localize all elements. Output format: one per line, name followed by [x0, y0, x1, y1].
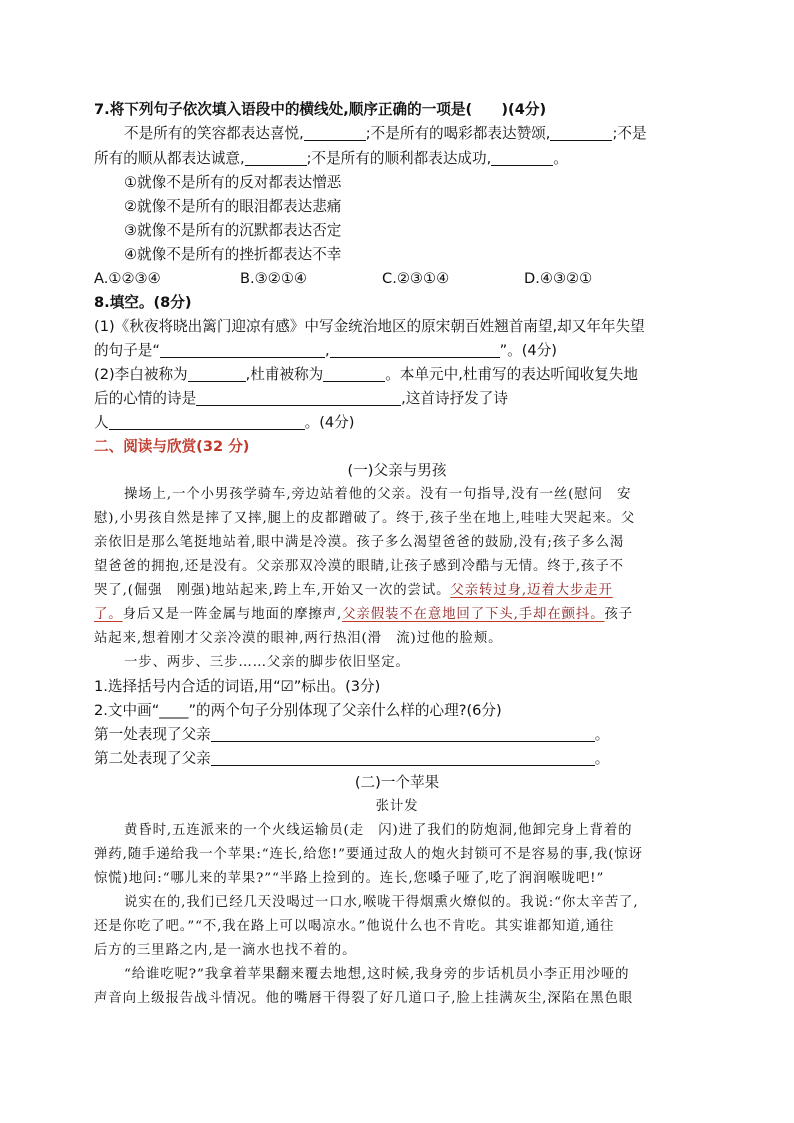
- passage-title: (二)一个苹果: [354, 774, 440, 791]
- blank[interactable]: [245, 150, 307, 166]
- blank[interactable]: [160, 342, 325, 358]
- p1-answer-2: 第二处表现了父亲 。: [94, 750, 610, 767]
- passage-line: 操场上,一个小男孩学骑车,旁边站着他的父亲。没有一句指导,没有一丝(慰问 安: [124, 487, 632, 502]
- blank[interactable]: [188, 366, 246, 382]
- passage-line: 望爸爸的拥抱,还是没有。父亲那双冷漠的眼睛,让孩子感到冷酷与无情。终于,孩子不: [94, 559, 624, 574]
- q8-sub1-line-2: 的句子是“ , ”。(4分): [94, 342, 557, 359]
- passage-line: 后方的三里路之内,是一滴水也找不着的。: [94, 943, 357, 958]
- q7-option-3: ③就像不是所有的沉默都表达否定: [124, 222, 342, 239]
- passage-line: 弹药,随手递给我一个苹果:“连长,给您!”要通过敌人的炮火封锁可不是容易的事,我(惊讶: [94, 847, 643, 862]
- p1-question-1: 1.选择括号内合适的词语,用“☑”标出。(3分): [94, 678, 381, 695]
- blank[interactable]: [550, 125, 612, 141]
- underlined-sentence-1: 父亲转过身,迈着大步走开: [450, 583, 613, 598]
- passage-title: (一)父亲与男孩: [347, 462, 447, 479]
- q8-sub2-line-2: 后的心情的诗是 ,这首诗抒发了诗: [94, 390, 508, 407]
- blank[interactable]: [323, 366, 385, 382]
- passage-line: “给谁吃呢?”我拿着苹果翻来覆去地想,这时候,我身旁的步话机员小李正用沙哑的: [124, 967, 630, 982]
- blank[interactable]: [211, 750, 595, 766]
- q7-option-4: ④就像不是所有的挫折都表达不幸: [124, 246, 342, 263]
- q7-choice-c[interactable]: C.②③①④: [382, 270, 450, 287]
- passage-line: 说实在的,我们已经几天没喝过一口水,喉咙干得烟熏火燎似的。我说:“你太辛苦了,: [124, 895, 639, 910]
- blank[interactable]: [109, 414, 305, 430]
- blank[interactable]: [211, 726, 595, 742]
- passage-line: 了。身后又是一阵金属与地面的摩擦声,父亲假装不在意地回了下头,手却在颤抖。孩子: [94, 607, 634, 622]
- passage-line: 亲依旧是那么笔挺地站着,眼中满是冷漠。孩子多么渴望爸爸的鼓励,没有;孩子多么渴: [94, 535, 625, 550]
- p1-answer-1: 第一处表现了父亲 。: [94, 726, 610, 743]
- blank[interactable]: [304, 125, 366, 141]
- passage-line: 惊慌)地问:“哪儿来的苹果?”“半路上捡到的。连长,您嗓子哑了,吃了润润喉咙吧!”: [94, 871, 605, 886]
- q8-stem: 8.填空。(8分): [94, 294, 192, 311]
- q7-option-2: ②就像不是所有的眼泪都表达悲痛: [124, 198, 342, 215]
- q7-choice-d[interactable]: D.④③②①: [524, 270, 593, 287]
- q8-sub2-line-3: 人 。(4分): [94, 414, 355, 431]
- section-heading: 二、阅读与欣赏(32 分): [94, 438, 250, 455]
- passage-line: 慰),小男孩自然是摔了又摔,腿上的皮都蹭破了。终于,孩子坐在地上,哇哇大哭起来。父: [94, 511, 636, 526]
- blank[interactable]: [330, 342, 500, 358]
- passage-line: 还是你吃了吧。”“不,我在路上可以喝凉水。”他说什么也不肯吃。其实谁都知道,通往: [94, 919, 615, 934]
- passage-line: 站起来,想着刚才父亲冷漠的眼神,两行热泪(滑 流)过他的脸颊。: [94, 631, 503, 646]
- passage-line: 黄昏时,五连派来的一个火线运输员(走 闪)进了我们的防炮洞,他卸完身上背着的: [124, 823, 633, 838]
- underlined-sentence-2: 父亲假装不在意地回了下头,手却在颤抖。: [342, 607, 605, 622]
- passage-line: 声音向上级报告战斗情况。他的嘴唇干得裂了好几道口子,脸上挂满灰尘,深陷在黑色眼: [94, 991, 634, 1006]
- passage-author: 张计发: [375, 799, 419, 814]
- blank[interactable]: [196, 390, 401, 406]
- q8-sub1-line-1: (1)《秋夜将晓出篱门迎凉有感》中写金统治地区的原宋朝百姓翘首南望,却又年年失望: [94, 318, 645, 335]
- p1-question-2: 2.文中画“____”的两个句子分别体现了父亲什么样的心理?(6分): [94, 702, 502, 719]
- q7-choice-a[interactable]: A.①②③④: [94, 270, 161, 287]
- q7-option-1: ①就像不是所有的反对都表达憎恶: [124, 174, 342, 191]
- q7-stem: 7.将下列句子依次填入语段中的横线处,顺序正确的一项是( )(4分): [94, 101, 547, 118]
- q8-sub2-line-1: (2)李白被称为 ,杜甫被称为 。本单元中,杜甫写的表达听闻收复失地: [94, 366, 638, 383]
- passage-line: 一步、两步、三步……父亲的脚步依旧坚定。: [124, 655, 410, 670]
- q7-passage-line-2: 所有的顺从都表达诚意, ;不是所有的顺利都表达成功, 。: [94, 150, 568, 167]
- blank[interactable]: [491, 150, 553, 166]
- q7-passage-line-1: 不是所有的笑容都表达喜悦, ;不是所有的喝彩都表达赞颂, ;不是: [124, 125, 647, 142]
- passage-line: 哭了,(倔强 刚强)地站起来,跨上车,开始又一次的尝试。父亲转过身,迈着大步走开: [94, 583, 613, 598]
- q7-choice-b[interactable]: B.③②①④: [240, 270, 307, 287]
